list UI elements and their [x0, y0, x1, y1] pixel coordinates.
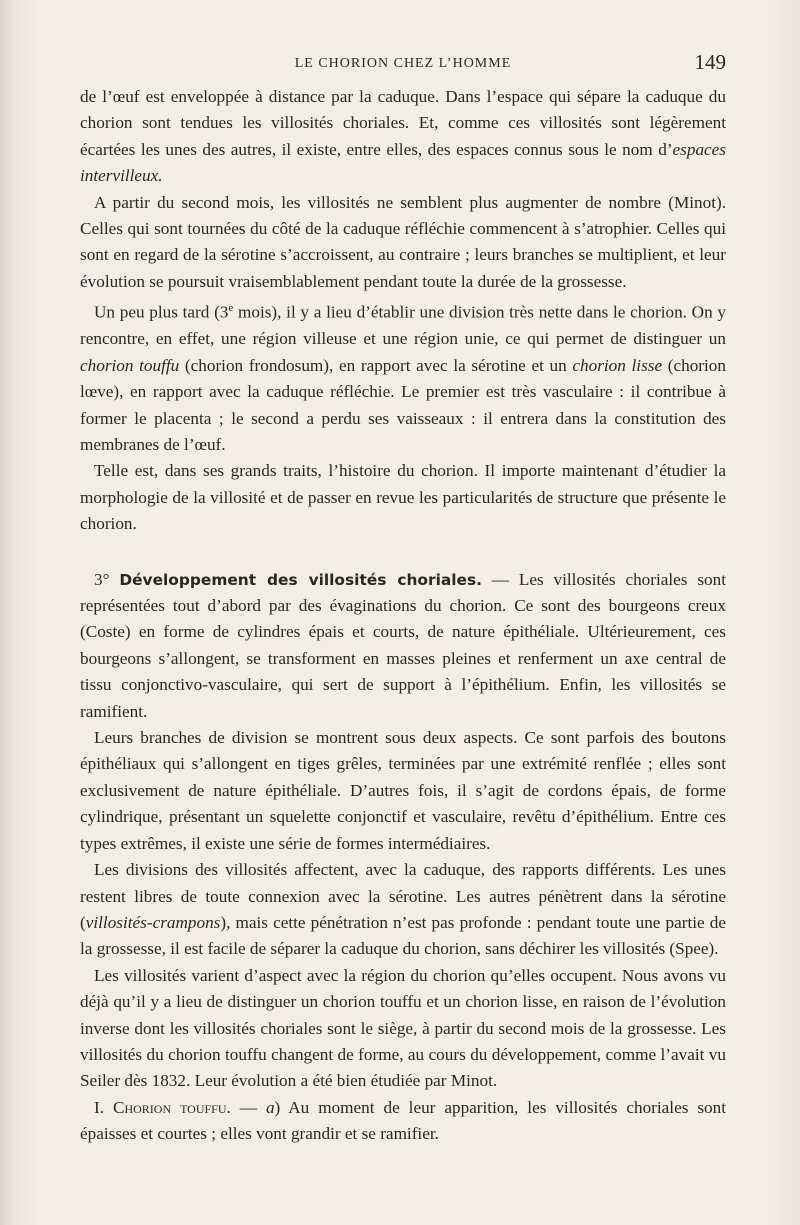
- text-run: Leurs branches de division se montrent sous deux aspects. Ce sont parfois des boutons épithéliaux qui s’allongent en tiges grêles, terminées par une extrémité renflée ; elles sont exclusivement de nature épithéliale. D’autres fois, il s’agit de cordons épais, de forme cylindrique, présentant un squelette conjonctif et vasculaire, revêtu d’épithélium. Entre ces types extrêmes, il existe une série de formes intermédiaires.: [80, 728, 726, 853]
- text-run: Les divisions des villosités affectent, avec la caduque, des rapports différents. Les unes restent libres de toute connexion avec la sérotine. Les autres pénètrent dans la sérotine (: [80, 860, 726, 932]
- text-run: de l’œuf est enveloppée à distance par la caduque. Dans l’espace qui sépare la caduque du chorion sont tendues les villosités choriales. Et, comme ces villosités sont légèrement écartées les unes des autres, il existe, entre elles, des espaces connus sous le nom d’: [80, 87, 726, 159]
- page-header: [80, 50, 726, 80]
- text-run: Telle est, dans ses grands traits, l’histoire du chorion. Il importe maintenant d’étudier la morphologie de la villosité et de passer en revue les particularités de structure que présente le chorion.: [80, 461, 726, 534]
- italic-term: villosités-crampons: [85, 912, 221, 932]
- text-run: I.: [94, 1097, 113, 1117]
- text-run: —: [230, 1097, 266, 1117]
- text-run: A partir du second mois, les villosités ne semblent plus augmenter de nombre (Minot). Celles qui sont tournées du côté de la caduque réfléchie commencent à s’atrophier. Celles qui sont en regard de la sérotine s’accroissent, au contraire ; leurs branches se multiplient, et leur évolution se poursuit vraisemblablement pendant toute la durée de la grossesse.: [80, 192, 726, 291]
- paragraph-p3: [80, 295, 726, 458]
- paragraph-p7: [80, 857, 726, 963]
- running-head: LE CHORION CHEZ L’HOMME: [294, 56, 512, 71]
- superscript: e: [228, 302, 234, 315]
- page-number: 149: [694, 50, 726, 74]
- text-run: ) Au moment de leur apparition, les villosités choriales sont épaisses et courtes ; elles vont grandir et se ramifier.: [80, 1097, 727, 1144]
- italic-term: chorion lisse: [572, 355, 663, 375]
- paragraph-p5: [80, 567, 726, 725]
- text-run: 3°: [94, 569, 120, 589]
- italic-term: a: [265, 1097, 275, 1117]
- text-run: Les villosités varient d’aspect avec la région du chorion qu’elles occupent. Nous avons vu déjà qu’il y a lieu de distinguer un chorion touffu et un chorion lisse, en raison de l’évolution inverse dont les villosités choriales sont le siège, à partir du second mois de la grossesse. Les villosités du chorion touffu changent de forme, au cours du développement, comme l’avait vu Seiler dès 1832. Leur évolution a été bien étudiée par Minot.: [80, 965, 726, 1091]
- text-run: Un peu plus tard (3: [94, 302, 229, 322]
- paragraph-p8: [80, 963, 726, 1095]
- text-run: (chorion frondosum), en rapport avec la sérotine et un: [179, 355, 573, 375]
- italic-term: espaces intervilleux.: [80, 139, 726, 186]
- body-text: [80, 84, 726, 1148]
- paragraph-p1: [80, 84, 726, 190]
- text-run: — Les villosités choriales sont représentées tout d’abord par des évaginations du chorion. Ce sont des bourgeons creux (Coste) en forme de cylindres épais et courts, de nature épithéliale. Ultérieurement, ces bourgeons s’allongent, se transforment en masses pleines et renferment un axe central de tissu conjonctivo-vasculaire, qui sert de support à l’épithélium. Enfin, les villosités se ramifient.: [80, 569, 727, 721]
- paragraph-p4: [80, 458, 726, 537]
- section-heading: Développement des villosités choriales.: [119, 570, 482, 589]
- italic-term: chorion touffu: [80, 355, 180, 375]
- subsection-heading: Chorion touffu.: [112, 1097, 231, 1117]
- text-run: (chorion lœve), en rapport avec la caduque réfléchie. Le premier est très vasculaire : il contribue à former le placenta ; le second a perdu ses vaisseaux : il entrera dans la constitution des membranes de l’œuf.: [80, 355, 726, 455]
- paragraph-p9: [80, 1095, 726, 1148]
- paragraph-p6: [80, 725, 726, 857]
- paragraph-p2: [80, 190, 726, 296]
- text-run: mois), il y a lieu d’établir une division très nette dans le chorion. On y rencontre, en effet, une région villeuse et une région unie, ce qui permet de distinguer un: [80, 302, 726, 349]
- text-run: ), mais cette pénétration n’est pas profonde : pendant toute une partie de la grossesse, il est facile de séparer la caduque du chorion, sans déchirer les villosités (Spee).: [80, 912, 726, 959]
